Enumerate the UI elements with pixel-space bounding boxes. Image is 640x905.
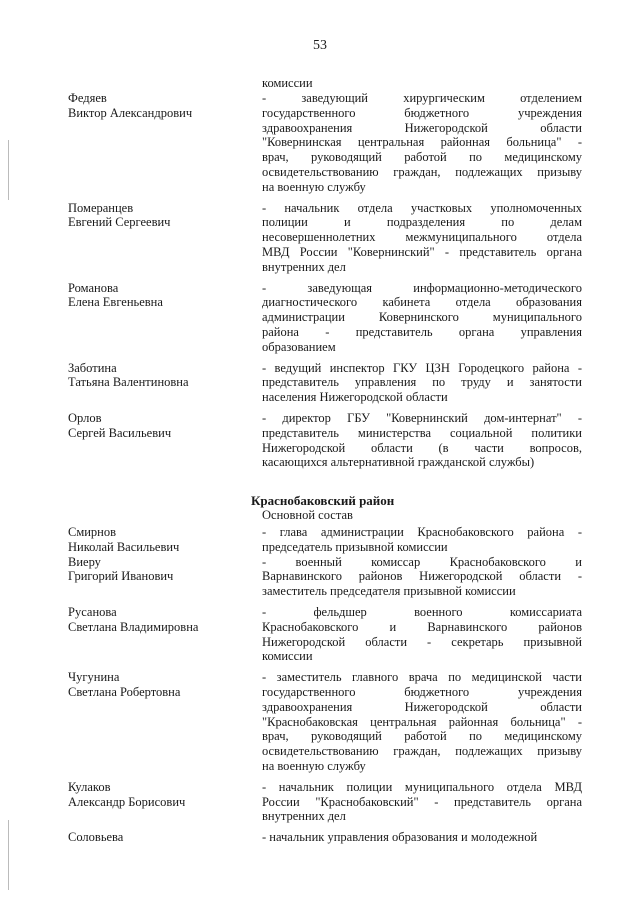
- member-role-line: - начальник управления образования и молодежной: [262, 830, 538, 845]
- member-name: [68, 830, 123, 845]
- member-name: [68, 670, 180, 700]
- member-role-line: здравоохранения Нижегородской области: [262, 120, 582, 135]
- member-role-line: - ведущий инспектор ГКУ ЦЗН Городецкого района -: [262, 360, 582, 375]
- member-role-line: Краснобаковского и Варнавинского районов: [262, 619, 582, 634]
- member-role-line: внутренних дел: [262, 259, 346, 274]
- member-role-line: полиции и подразделения по делам: [262, 215, 582, 230]
- member-role-line: "Краснобаковская центральная районная больница" -: [262, 714, 582, 729]
- member-role-line: представитель министерства социальной политики: [262, 425, 582, 440]
- member-role-line: - начальник отдела участковых уполномоченных: [262, 200, 582, 215]
- member-role-line: - заведующий хирургическим отделением: [262, 91, 582, 105]
- commission-list-koverninsky: [0, 91, 640, 470]
- member-name: [68, 411, 171, 441]
- member-name: [68, 91, 192, 121]
- member-role-line: внутренних дел: [262, 809, 346, 824]
- member-role-line: председатель призывной комиссии: [262, 539, 448, 554]
- member-name-line: Соловьева: [68, 830, 124, 845]
- member-name-line: Чугунина: [68, 670, 120, 685]
- member-role: [262, 670, 582, 774]
- member-role-line: - военный комиссар Краснобаковского и: [262, 554, 582, 569]
- member-role-line: государственного бюджетного учреждения: [262, 684, 582, 699]
- member-name-line: Виктор Александрович: [68, 105, 193, 120]
- member-name: [68, 780, 185, 810]
- member-name-line: Кулаков: [68, 779, 111, 794]
- member-role-line: - начальник полиции муниципального отдела МВД: [262, 779, 582, 794]
- member-role: [262, 411, 582, 470]
- subsection-title: Основной состав: [262, 508, 353, 522]
- member-role-line: врач, руководящий работой по медицинскому: [262, 729, 582, 744]
- continuation-text: комиссии: [262, 76, 313, 90]
- member-entry: [0, 605, 640, 664]
- member-role: [262, 91, 582, 195]
- member-role-line: МВД России "Ковернинский" - представитель органа: [262, 244, 582, 259]
- member-name: [68, 555, 173, 585]
- member-role-line: населения Нижегородской области: [262, 390, 448, 405]
- member-role-line: заместитель председателя призывной комиссии: [262, 584, 516, 599]
- member-role-line: касающихся альтернативной гражданской службы): [262, 455, 535, 470]
- member-role: [262, 830, 582, 845]
- section-title: Краснобаковский район: [251, 493, 395, 508]
- member-name-line: Григорий Иванович: [68, 569, 174, 584]
- member-role: [262, 525, 582, 555]
- member-role-line: освидетельствованию граждан, подлежащих призыву: [262, 744, 582, 759]
- member-role-line: на военную службу: [262, 758, 366, 773]
- member-name: [68, 201, 170, 231]
- page-number: 53: [313, 38, 327, 53]
- member-role-line: представитель управления по труду и занятости: [262, 375, 582, 390]
- member-role-line: Нижегородской области (в части вопросов,: [262, 440, 582, 455]
- member-role-line: на военную службу: [262, 179, 366, 194]
- member-name: [68, 605, 198, 635]
- member-entry: [0, 555, 640, 599]
- member-role-line: Нижегородской области - секретарь призывной: [262, 634, 582, 649]
- member-role-line: несовершеннолетних межмуниципального отдела: [262, 230, 582, 245]
- member-role-line: администрации Ковернинского муниципального: [262, 310, 582, 325]
- member-name-line: Евгений Сергеевич: [68, 215, 171, 230]
- member-role-line: освидетельствованию граждан, подлежащих призыву: [262, 164, 582, 179]
- member-role-line: - заместитель главного врача по медицинской части: [262, 670, 582, 685]
- member-name-line: Померанцев: [68, 200, 134, 215]
- member-entry: [0, 780, 640, 824]
- member-role-line: района - представитель органа управления: [262, 324, 582, 339]
- member-role: [262, 201, 582, 275]
- member-entry: [0, 411, 640, 470]
- member-name-line: Александр Борисович: [68, 794, 186, 809]
- member-role-line: - заведующая информационно-методического: [262, 280, 582, 295]
- member-name-line: Светлана Робертовна: [68, 684, 181, 699]
- member-name-line: Николай Васильевич: [68, 539, 180, 554]
- member-role-line: здравоохранения Нижегородской области: [262, 699, 582, 714]
- member-role-line: Варнавинского районов Нижегородской области -: [262, 569, 582, 584]
- member-role: [262, 780, 582, 824]
- member-role: [262, 605, 582, 664]
- member-entry: [0, 201, 640, 275]
- member-name-line: Русанова: [68, 604, 117, 619]
- member-name-line: Смирнов: [68, 525, 117, 539]
- member-role: [262, 555, 582, 599]
- member-name-line: Федяев: [68, 91, 107, 105]
- member-role-line: образованием: [262, 339, 336, 354]
- member-role-line: - фельдшер военного комиссариата: [262, 604, 582, 619]
- member-entry: [0, 670, 640, 774]
- member-role: [262, 281, 582, 355]
- member-role-line: комиссии: [262, 649, 313, 664]
- member-name-line: Орлов: [68, 410, 102, 425]
- member-name: [68, 361, 189, 391]
- commission-list-krasnobakovsky: [0, 525, 640, 845]
- member-role: [262, 361, 582, 405]
- member-name-line: Светлана Владимировна: [68, 619, 199, 634]
- member-entry: [0, 830, 640, 845]
- member-role-line: врач, руководящий работой по медицинскому: [262, 150, 582, 165]
- member-name-line: Татьяна Валентиновна: [68, 375, 189, 390]
- member-name-line: Виеру: [68, 554, 101, 569]
- member-name-line: Елена Евгеньевна: [68, 295, 163, 310]
- member-role-line: "Ковернинская центральная районная больница" -: [262, 135, 582, 150]
- member-name-line: Романова: [68, 280, 119, 295]
- member-name: [68, 525, 179, 555]
- member-entry: [0, 281, 640, 355]
- member-entry: [0, 361, 640, 405]
- member-entry: [0, 525, 640, 555]
- member-role-line: России "Краснобаковский" - представитель органа: [262, 794, 582, 809]
- member-role-line: диагностического кабинета отдела образования: [262, 295, 582, 310]
- member-role-line: - глава администрации Краснобаковского района -: [262, 525, 582, 539]
- member-role-line: - директор ГБУ "Ковернинский дом-интернат" -: [262, 410, 582, 425]
- member-name-line: Сергей Васильевич: [68, 425, 172, 440]
- member-name: [68, 281, 163, 311]
- member-name-line: Заботина: [68, 360, 117, 375]
- member-entry: [0, 91, 640, 195]
- member-role-line: государственного бюджетного учреждения: [262, 105, 582, 120]
